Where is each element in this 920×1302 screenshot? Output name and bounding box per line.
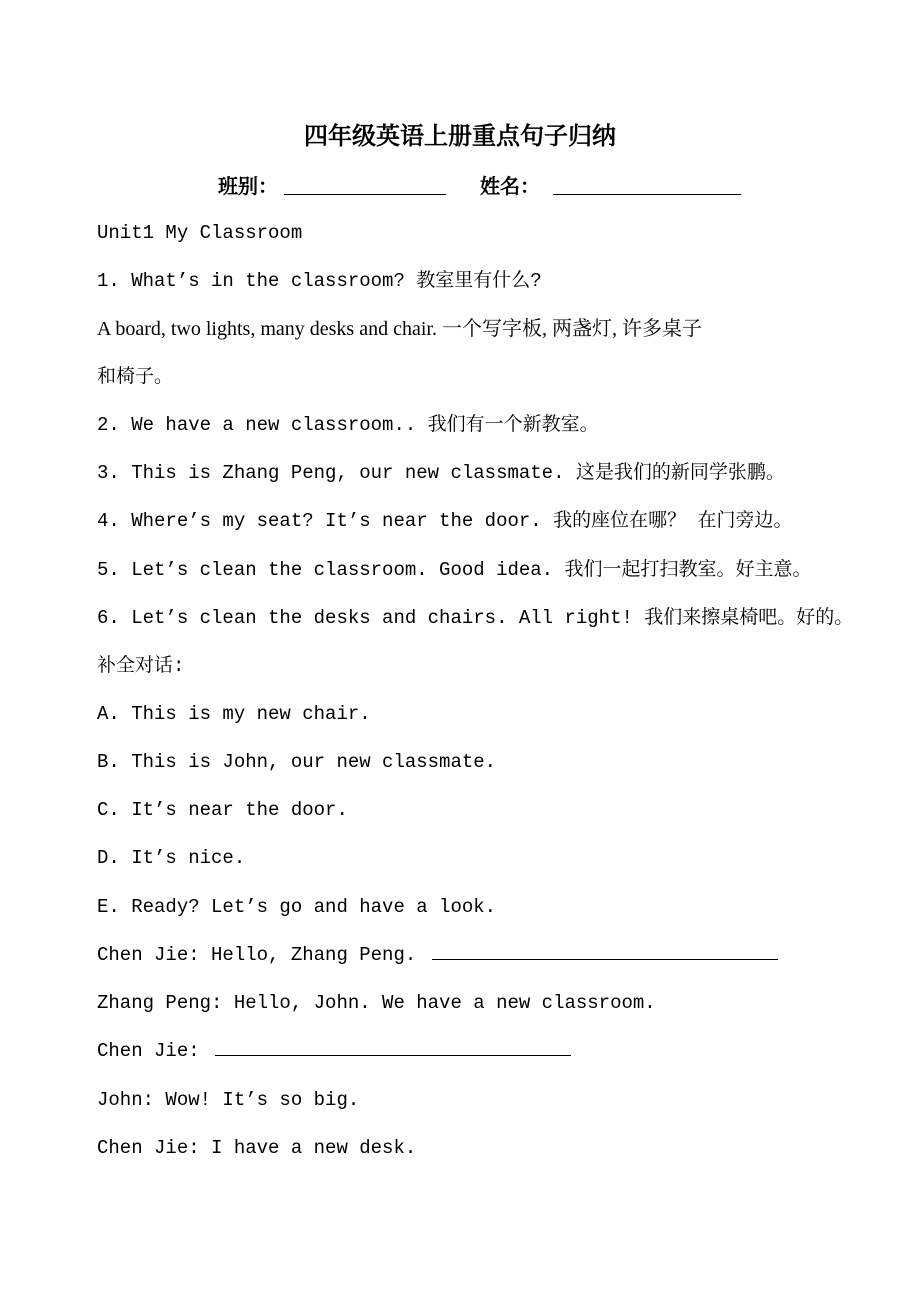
class-blank[interactable] <box>284 194 446 195</box>
sentence-6: 6. Let’s clean the desks and chairs. All right! 我们来擦桌椅吧。好的。 <box>97 607 854 629</box>
class-label: 班别： <box>218 174 278 198</box>
name-blank[interactable] <box>553 194 741 195</box>
option-c: C. It’s near the door. <box>97 799 348 821</box>
sentence-1: 1. What’s in the classroom? 教室里有什么? <box>97 270 542 292</box>
sentence-3: 3. This is Zhang Peng, our new classmate. 这是我们的新同学张鹏。 <box>97 462 785 484</box>
exercise-heading: 补全对话: <box>97 655 185 677</box>
dialogue-line-3 <box>97 1036 571 1066</box>
dialogue-blank-1[interactable] <box>432 941 778 960</box>
dialogue-line-4: John: Wow! It’s so big. <box>97 1089 360 1111</box>
sentence-5: 5. Let’s clean the classroom. Good idea. 我们一起打扫教室。好主意。 <box>97 559 812 581</box>
sentence-2: 2. We have a new classroom.. 我们有一个新教室。 <box>97 414 599 436</box>
sentence-4: 4. Where’s my seat? It’s near the door. 我的座位在哪？ 在门旁边。 <box>97 510 793 532</box>
option-e: E. Ready? Let’s go and have a look. <box>97 896 497 918</box>
option-a: A. This is my new chair. <box>97 703 371 725</box>
option-d: D. It’s nice. <box>97 847 246 869</box>
document-title: 四年级英语上册重点句子归纳 <box>304 121 616 150</box>
dialogue-line-3-text: Chen Jie: <box>97 1040 200 1062</box>
dialogue-line-1 <box>97 940 778 970</box>
dialogue-line-1-text: Chen Jie: Hello, Zhang Peng. <box>97 944 417 966</box>
dialogue-line-5: Chen Jie: I have a new desk. <box>97 1137 417 1159</box>
sentence-1-answer: A board, two lights, many desks and chair. 一个写字板, 两盏灯, 许多桌子 <box>97 318 702 340</box>
dialogue-line-2: Zhang Peng: Hello, John. We have a new classroom. <box>97 992 656 1014</box>
dialogue-blank-2[interactable] <box>215 1037 571 1056</box>
name-label: 姓名： <box>480 174 540 198</box>
unit-heading: Unit1 My Classroom <box>97 222 303 244</box>
sentence-1-answer-continued: 和椅子。 <box>97 366 174 388</box>
option-b: B. This is John, our new classmate. <box>97 751 497 773</box>
